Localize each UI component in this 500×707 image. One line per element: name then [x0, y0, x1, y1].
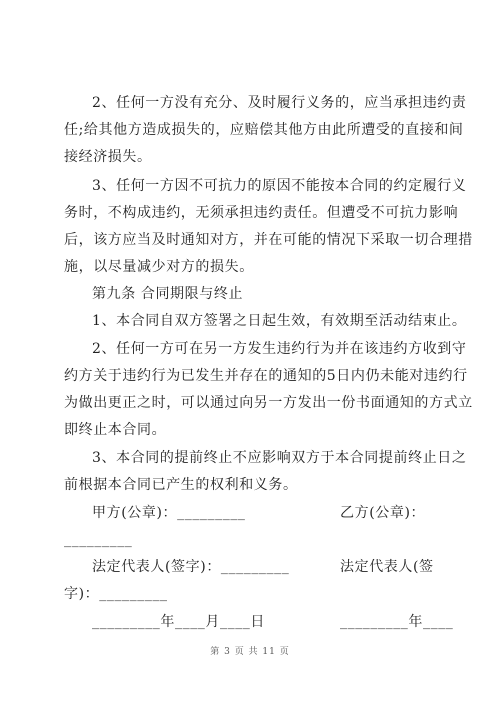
paragraph-line: 即终止本合同。	[64, 422, 167, 438]
paragraph-line: 前根据本合同已产生的权利和义务。	[64, 477, 298, 493]
legal-rep-a: 法定代表人(签字)：_________	[92, 559, 290, 575]
paragraph-line: 2、任何一方可在另一方发生违约行为并在该违约方收到守	[92, 341, 467, 357]
legal-rep-b-cont: 字)：_________	[64, 586, 168, 602]
section-heading: 第九条 合同期限与终止	[92, 286, 244, 302]
paragraph-line: 接经济损失。	[64, 149, 152, 165]
paragraph-line: 约方关于违约行为已发生并存在的通知的5日内仍未能对违约行	[64, 368, 468, 384]
page-number: 第 3 页 共 11 页	[210, 647, 290, 657]
paragraph-line: 1、本合同自双方签署之日起生效，有效期至活动结束止。	[92, 313, 467, 329]
legal-rep-b: 法定代表人(签	[340, 559, 434, 575]
date-a: _________年____月____日	[92, 614, 265, 630]
paragraph-line: 后，该方应当及时通知对方，并在可能的情况下采取一切合理措	[64, 232, 473, 248]
paragraph-line: 3、任何一方因不可抗力的原因不能按本合同的约定履行义	[92, 178, 467, 194]
paragraph-line: 2、任何一方没有充分、及时履行义务的，应当承担违约责	[92, 95, 467, 111]
paragraph-line: 务时，不构成违约，无须承担违约责任。但遭受不可抗力影响	[64, 205, 459, 221]
party-a-seal: 甲方(公章)：_________	[92, 505, 246, 521]
paragraph-line: 任;给其他方造成损失的，应赔偿其他方由此所遭受的直接和间	[64, 122, 464, 138]
date-b: _________年____	[340, 614, 454, 630]
party-b-seal-blank: _________	[64, 532, 133, 548]
paragraph-line: 为做出更正之时，可以通过向另一方发出一份书面通知的方式立	[64, 395, 473, 411]
party-b-seal: 乙方(公章)：	[340, 505, 426, 521]
paragraph-line: 施，以尽量减少对方的损失。	[64, 259, 254, 275]
paragraph-line: 3、本合同的提前终止不应影响双方于本合同提前终止日之	[92, 450, 467, 466]
